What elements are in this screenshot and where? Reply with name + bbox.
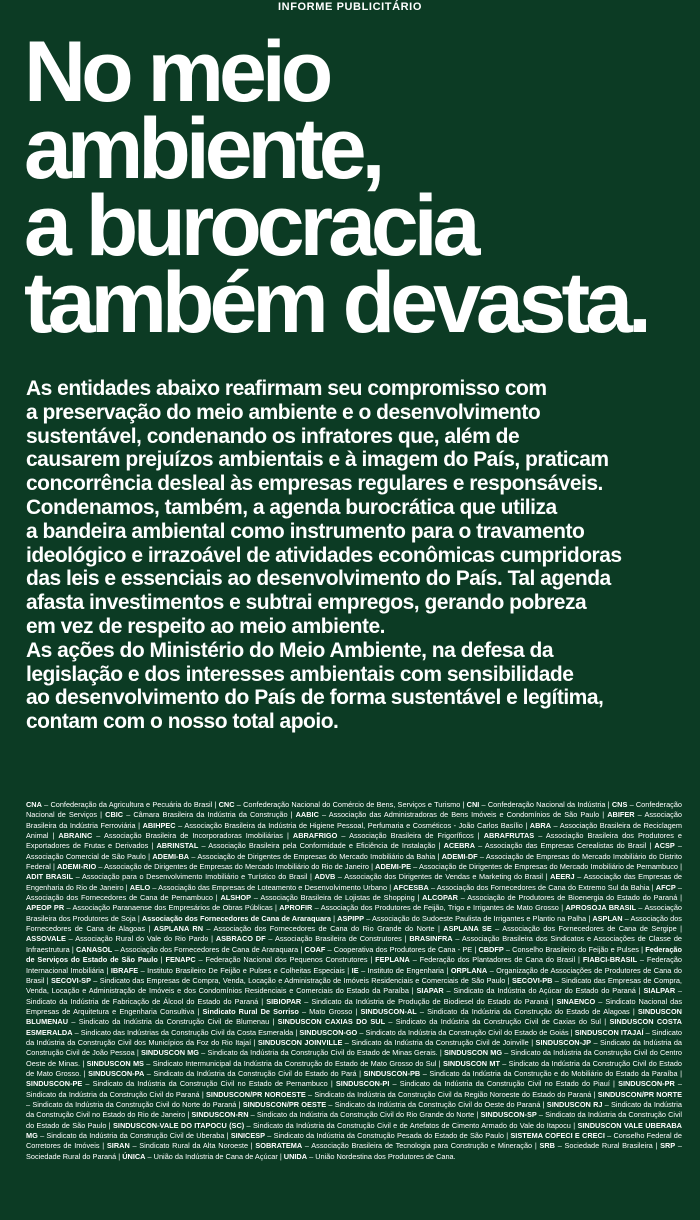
entity-full-name: Sindicato da Indústria da Construção Civil do Estado de Goiás bbox=[365, 1027, 569, 1037]
signatory-entity: SECOVI-SP – Sindicato das Empresas de Compra, Venda, Locação e Administração de Imóveis Residenciais e Comerciais de São Paulo bbox=[50, 975, 506, 985]
entity-full-name: Sindicato Rural da Alta Noroeste bbox=[139, 1141, 249, 1151]
signatory-entity: SIRAN – Sindicato Rural da Alta Noroeste bbox=[106, 1141, 249, 1151]
entity-full-name: Associação dos Dirigentes de Vendas e Marketing do Brasil bbox=[344, 872, 544, 882]
signatory-entity: IE – Instituto de Engenharia bbox=[351, 965, 444, 975]
manifesto-line: contam com o nosso total apoio. bbox=[26, 710, 339, 734]
manifesto-line: a bandeira ambiental como instrumento para o travamento bbox=[26, 519, 585, 543]
entity-abbreviation: ASPIPP bbox=[337, 913, 365, 923]
entity-abbreviation: ASBRACO DF bbox=[215, 934, 266, 944]
signatory-entity: SINDUSCON ITAJAÍ – Sindicato da Indústria da Construção Civil dos Municípios da Foz do Rio Itajaí bbox=[26, 1027, 683, 1047]
entity-abbreviation: IBRAFE bbox=[110, 965, 139, 975]
signatory-entity: Sindicato Rural De Sorriso – Mato Grosso bbox=[202, 1006, 353, 1016]
signatory-entity: SOBRATEMA – Associação Brasileira de Tecnologia para Construção e Mineração bbox=[255, 1141, 533, 1151]
signatory-entity: SECOVI-PB – Sindicato das Empresas de Compra, Venda, Locação e Administração de Imóveis e dos Condomínios Residenciais e Comerciais do Estado da Paraíba bbox=[26, 975, 682, 996]
entity-abbreviation: SIRAN bbox=[106, 1141, 130, 1151]
entity-full-name: Associação Brasileira da Indústria de Higiene Pessoal, Perfumaria e Cosméticos - João Carlos Basílio bbox=[184, 820, 523, 830]
entity-abbreviation: CNI bbox=[466, 800, 480, 809]
entity-full-name: Sociedade Rural do Paraná bbox=[26, 1151, 117, 1161]
signatory-entity: SINDUSCON COSTA ESMERALDA – Sindicato das Indústrias da Construção Civil da Costa Esmeralda bbox=[26, 1017, 682, 1037]
signatory-entity: SINICESP – Sindicato da Indústria da Construção Pesada do Estado de São Paulo bbox=[230, 1131, 505, 1140]
entity-full-name: Sindicato da Indústria da Construção Civil de Blumenau bbox=[78, 1017, 270, 1027]
manifesto-line: ao desenvolvimento do País de forma sustentável e legítima, bbox=[26, 686, 604, 710]
entity-full-name: Sindicato da Indústria de Produção de Biodiesel do Estado do Paraná bbox=[311, 996, 549, 1006]
signatory-entity: SIBIOPAR – Sindicato da Indústria de Produção de Biodiesel do Estado do Paraná bbox=[266, 996, 549, 1006]
signatory-entity: SINDUSCON-GO – Sindicato da Indústria da Construção Civil do Estado de Goiás bbox=[299, 1027, 569, 1037]
entity-full-name: Associação dos Fornecedores de Cana de Alagoas bbox=[26, 913, 682, 934]
entity-full-name: Associação das Empresas de Loteamento e Desenvolvimento Urbano bbox=[158, 882, 388, 892]
entity-full-name: Sindicato da Indústria da Construção Civil de Uberaba bbox=[46, 1131, 225, 1140]
signatory-entity: SINDUSCON RJ – Sindicato da Indústria da Construção Civil no Estado do Rio de Janeiro bbox=[26, 1099, 682, 1120]
signatory-entity: SINDUSCON-PI – Sindicato da Indústria da Construção Civil no Estado do Piauí bbox=[335, 1079, 610, 1089]
entity-full-name: Sindicato da Indústria de Fabricação de Álcool do Estado do Paraná bbox=[26, 996, 259, 1006]
entity-full-name: Associação dos Produtores de Feijão, Trigo e Irrigantes de Mato Grosso bbox=[320, 903, 559, 913]
signatory-entity: SINDUSCON MT – Sindicato da Indústria da Construção Civil do Estado de Mato Grosso. bbox=[26, 1058, 683, 1078]
entity-abbreviation: SINDUSCON/PR NOROESTE bbox=[206, 1089, 306, 1099]
signatory-entity: SINDUSCON/PR NORTE – Sindicato da Indústria da Construção Civil do Norte do Paraná bbox=[26, 1089, 682, 1109]
entity-full-name: Federação dos Plantadores de Cana do Brasil bbox=[419, 955, 576, 965]
entity-full-name: Associação Brasileira dos Produtores de Soja bbox=[26, 903, 683, 923]
signatory-entity: SINDUSCON MS – Sindicato Intermunicipal da Indústria da Construção do Estado de Mato Grosso do Sul bbox=[86, 1058, 437, 1068]
entity-abbreviation: IE bbox=[351, 965, 359, 975]
signatory-entity: ACSP – Associação Comercial de São Paulo bbox=[26, 841, 682, 861]
entity-abbreviation: SINDUSCON ITAJAÍ bbox=[574, 1027, 644, 1037]
entity-abbreviation: SINDUSCON MG bbox=[443, 1048, 503, 1058]
signatory-entity: FENAPC – Federação Nacional dos Pequenos Construtores bbox=[165, 955, 368, 965]
entity-full-name: Sindicato das Indústrias da Construção Civil da Costa Esmeralda bbox=[80, 1027, 294, 1037]
entity-full-name: Confederação Nacional da Indústria bbox=[487, 800, 606, 809]
signatory-entity: ADVB – Associação dos Dirigentes de Vendas e Marketing do Brasil bbox=[314, 872, 544, 882]
entity-full-name: Federação Nacional dos Pequenos Construtores bbox=[205, 955, 368, 965]
signatory-entity: SINDUSCON MG – Sindicato da Indústria da Construção Civil do Estado de Minas Gerais. bbox=[140, 1048, 438, 1058]
entity-full-name: Mato Grosso bbox=[309, 1006, 353, 1016]
entity-full-name: Sindicato da Indústria da Construção Civil do Estado do Pará bbox=[153, 1068, 357, 1078]
signatory-entity: CNA – Confederação da Agricultura e Pecuária do Brasil bbox=[26, 800, 213, 809]
entity-full-name: Confederação Nacional de Serviços bbox=[26, 800, 683, 820]
entity-full-name: Sindicato Nacional das Empresas de Arquitetura e Engenharia Consultiva bbox=[26, 996, 682, 1016]
entity-abbreviation: ÚNICA bbox=[122, 1151, 146, 1161]
manifesto-line: As entidades abaixo reafirmam seu compromisso com bbox=[26, 377, 547, 400]
entity-abbreviation: SECOVI-SP bbox=[50, 975, 91, 985]
signatory-entity bbox=[142, 914, 331, 923]
entity-abbreviation: ORPLANA bbox=[450, 965, 488, 975]
entity-full-name: Sindicato da Indústria da Construção Civil no Estado de Pernambuco bbox=[92, 1079, 328, 1089]
signatory-entity: ABRAFRUTAS – Associação Brasileira dos Produtores e Exportadores de Frutas e Derivados bbox=[26, 831, 682, 851]
entity-abbreviation: SINDUSCON VALE UBERABA MG bbox=[26, 1120, 682, 1140]
entity-abbreviation: SINDUSCON JOINVILLE bbox=[257, 1037, 343, 1047]
entity-abbreviation: SINDUSCON-VALE DO ITAPOCU (SC) bbox=[113, 1120, 245, 1130]
entity-full-name: Cooperativa dos Produtores de Cana - PE bbox=[333, 944, 473, 954]
signatory-entity: ABRINSTAL – Associação Brasileira pela Conformidade e Eficiência de Instalação bbox=[156, 841, 436, 851]
entity-full-name: Sindicato da Indústria da Construção Civil de Joinville bbox=[351, 1037, 529, 1047]
signatory-entity: ABRAINC – Associação Brasileira de Incorporadoras Imobiliárias bbox=[58, 831, 283, 841]
signatory-entity: SINDUSCON-PE – Sindicato da Indústria da Construção Civil no Estado de Pernambuco bbox=[26, 1079, 328, 1089]
entity-abbreviation: SINDUSCON RJ bbox=[546, 1099, 603, 1109]
entity-abbreviation: UNIDA bbox=[283, 1151, 308, 1161]
signatory-entity: UNIDA – União Nordestina dos Produtores de Cana. bbox=[283, 1151, 456, 1161]
signatory-entity: FEPLANA – Federação dos Plantadores de Cana do Brasil bbox=[375, 955, 576, 965]
entity-abbreviation: FEPLANA bbox=[375, 955, 410, 965]
signatory-entity: APROFIR – Associação dos Produtores de Feijão, Trigo e Irrigantes de Mato Grosso bbox=[279, 903, 559, 913]
signatory-entity: ÚNICA – União da Indústria de Cana de Açúcar bbox=[122, 1151, 278, 1161]
manifesto-line: concorrência desleal às empresas regulares e responsáveis. bbox=[26, 472, 603, 496]
signatory-entity: AFCP – Associação dos Fornecedores de Cana de Pernambuco bbox=[26, 882, 682, 903]
entity-abbreviation: ABIHPEC bbox=[142, 820, 176, 830]
entity-abbreviation: ADVB bbox=[314, 872, 336, 882]
signatory-entity: ABIHPEC – Associação Brasileira da Indústria de Higiene Pessoal, Perfumaria e Cosméticos - João Carlos Basílio bbox=[142, 820, 523, 830]
signatory-entity: AELO – Associação das Empresas de Loteamento e Desenvolvimento Urbano bbox=[129, 882, 388, 892]
entity-full-name: União da Indústria de Cana de Açúcar bbox=[153, 1151, 278, 1161]
entity-abbreviation: Sindicato Rural De Sorriso bbox=[202, 1006, 299, 1016]
entity-abbreviation: SINDUSCON-PE bbox=[26, 1079, 83, 1089]
entity-full-name: Sindicato das Empresas de Compra, Venda, Locação e Administração de Imóveis Residenciais e Comerciais de São Paulo bbox=[99, 975, 506, 985]
entity-abbreviation: SOBRATEMA bbox=[255, 1141, 303, 1151]
entity-full-name: Associação Brasileira dos Sindicatos e Associações de Classe de Infraestrutura bbox=[26, 934, 683, 954]
entity-abbreviation: SRP bbox=[660, 1141, 676, 1151]
entity-full-name: Instituto de Engenharia bbox=[367, 965, 444, 975]
entity-full-name: Conselho Brasileiro do Feijão e Pulses bbox=[512, 944, 639, 954]
entity-abbreviation: SIALPAR bbox=[643, 986, 676, 996]
entity-full-name: Associação Brasileira da Indústria Ferroviária bbox=[26, 810, 682, 830]
signatory-entity: ALCOPAR – Associação de Produtores de Bioenergia do Estado do Paraná bbox=[422, 893, 678, 903]
entity-abbreviation: BRASINFRA bbox=[409, 934, 453, 944]
manifesto-line: As ações do Ministério do Meio Ambiente, na defesa da bbox=[26, 638, 554, 662]
entity-full-name: Sindicato da Indústria da Construção Civil dos Municípios da Foz do Rio Itajaí bbox=[26, 1027, 683, 1047]
entity-full-name: Associação de Dirigentes de Empresas do Mercado Imobiliário da Bahia bbox=[197, 851, 436, 861]
headline bbox=[24, 24, 684, 351]
signatory-entity: COAF – Cooperativa dos Produtores de Cana - PE bbox=[304, 944, 473, 954]
manifesto-text bbox=[26, 377, 686, 734]
signatory-entity: SINDUSCON-PR – Sindicato da Indústria da Construção Civil do Paraná bbox=[26, 1079, 682, 1099]
signatory-entity: ASPIPP – Associação do Sudoeste Paulista de Irrigantes e Plantio na Palha bbox=[337, 913, 587, 923]
entity-full-name: Sindicato da Indústria da Construção Civil e de Artefatos de Cimento Armado do Vale do Itapocu bbox=[252, 1120, 571, 1130]
entity-full-name: Sindicato da Indústria da Construção Civil da Região Noroeste do Estado do Paraná bbox=[314, 1089, 592, 1099]
signatory-entity: ADEMI-BA – Associação de Dirigentes de Empresas do Mercado Imobiliário da Bahia bbox=[152, 851, 436, 861]
entity-abbreviation: CBIC bbox=[105, 810, 124, 820]
entity-full-name: Associação Rural do Vale do Rio Pardo bbox=[75, 934, 209, 944]
entity-abbreviation: SIAPAR bbox=[416, 986, 444, 996]
entity-full-name: Associação Brasileira de Tecnologia para Construção e Mineração bbox=[311, 1141, 533, 1151]
entity-abbreviation: SINDUSCON CAXIAS DO SUL bbox=[277, 1017, 386, 1027]
manifesto-line: causarem prejuízos ambientais e à imagem do País, praticam bbox=[26, 448, 609, 472]
signatory-entity: SINDUSCON-JP – Sindicato da Indústria da Construção Civil de João Pessoa bbox=[26, 1037, 683, 1058]
headline-line: a burocracia bbox=[24, 178, 476, 274]
signatory-entity: SRP – Sociedade Rural do Paraná bbox=[26, 1141, 682, 1161]
entity-abbreviation: SRB bbox=[539, 1141, 555, 1151]
entity-full-name: Federação Internacional Imobiliária bbox=[26, 955, 682, 975]
manifesto-line: ideológico e irrazoável de atividades econômicas cumpridoras bbox=[26, 543, 622, 567]
entity-full-name: Associação de Produtores de Bioenergia do Estado do Paraná bbox=[467, 893, 678, 903]
manifesto-line: a preservação do meio ambiente e o desenvolvimento bbox=[26, 400, 541, 424]
entity-full-name: Associação dos Fornecedores de Cana de Pernambuco bbox=[26, 893, 213, 903]
entity-full-name: Confederação da Agricultura e Pecuária do Brasil bbox=[50, 800, 213, 809]
signatory-entity: SINDUSCON MG – Sindicato da Indústria da Construção Civil do Centro Oeste de Minas. bbox=[26, 1048, 682, 1068]
entity-full-name: Sindicato das Empresas de Compra, Venda, Locação e Administração de Imóveis e dos Condomínios Residenciais e Comerciais do Estado da Paraíba bbox=[26, 975, 682, 996]
entity-full-name: Associação Brasileira de Construtores bbox=[274, 934, 402, 944]
entity-abbreviation: ASPLANA SE bbox=[443, 924, 492, 934]
entity-full-name: Associação das Empresas de Engenharia do Rio de Janeiro bbox=[26, 872, 683, 892]
entity-abbreviation: ALCOPAR bbox=[422, 893, 458, 903]
signatory-entity: SINDUSCON VALE UBERABA MG – Sindicato da Indústria da Construção Civil de Uberaba bbox=[26, 1120, 682, 1140]
headline-line: ambiente, bbox=[24, 101, 381, 197]
manifesto-line: legislação e dos interesses ambientais com sensibilidade bbox=[26, 662, 574, 686]
signatory-entity: SINDUSCON-PB – Sindicato da Indústria da Construção e do Mobiliário do Estado da Paraíba bbox=[363, 1068, 678, 1078]
entity-abbreviation: ADEMI-PE bbox=[375, 862, 412, 872]
entity-full-name: Associação Brasileira de Lojistas de Shopping bbox=[260, 893, 415, 903]
headline-line: também devasta. bbox=[24, 255, 647, 351]
entity-abbreviation: ABRA bbox=[529, 820, 551, 830]
entity-full-name: Associação Comercial de São Paulo bbox=[26, 851, 146, 861]
signatory-entity: ADEMI-RIO – Associação de Dirigentes de Empresas do Mercado Imobiliário do Rio de Janeiro bbox=[57, 862, 369, 872]
entity-abbreviation: ACSP bbox=[654, 841, 675, 851]
entity-abbreviation: SINDUSCON MS bbox=[86, 1058, 144, 1068]
entity-abbreviation: AELO bbox=[129, 882, 151, 892]
manifesto-line: afasta investimentos e subtrai empregos, gerando pobreza bbox=[26, 591, 587, 615]
entity-abbreviation: FENAPC bbox=[165, 955, 196, 965]
entity-abbreviation: Associação dos Fornecedores de Cana de Araraquara bbox=[141, 913, 331, 923]
entity-full-name: Sindicato da Indústria da Construção Civil do Paraná bbox=[26, 1089, 200, 1099]
entity-full-name: Confederação Nacional do Comércio de Bens, Serviços e Turismo bbox=[243, 800, 461, 809]
entity-abbreviation: SINDUSCON BLUMENAU bbox=[26, 1006, 682, 1027]
entity-full-name: Associação de Dirigentes de Empresas do Mercado Imobiliário do Rio de Janeiro bbox=[104, 862, 369, 872]
entity-abbreviation: FIABCI-BRASIL bbox=[582, 955, 638, 965]
signatory-entity: CNS – Confederação Nacional de Serviços bbox=[26, 800, 683, 820]
entity-full-name: Sindicato da Indústria da Construção e do Mobiliário do Estado da Paraíba bbox=[429, 1068, 678, 1078]
entity-full-name: Sindicato da Indústria da Construção Civil no Estado do Piauí bbox=[399, 1079, 610, 1089]
entity-abbreviation: ADEMI-DF bbox=[441, 851, 478, 861]
entity-abbreviation: SINDUSCON/PR OESTE bbox=[242, 1099, 327, 1109]
entity-full-name: Associação Brasileira dos Produtores e Exportadores de Frutas e Derivados bbox=[26, 831, 682, 851]
entity-abbreviation: SINDUSCON/PR NORTE bbox=[597, 1089, 682, 1099]
entity-full-name: Sindicato da Indústria da Construção Pesada do Estado de São Paulo bbox=[273, 1131, 505, 1140]
entity-abbreviation: CBDFP bbox=[478, 944, 504, 954]
entity-abbreviation: SINDUSCON-PR bbox=[618, 1079, 675, 1089]
signatory-entity: SINDUSCON-RN – Sindicato da Indústria da Construção Civil do Rio Grande do Norte bbox=[191, 1110, 475, 1120]
entity-abbreviation: ASPLAN bbox=[592, 913, 623, 923]
entity-abbreviation: APROSOJA BRASIL bbox=[565, 903, 637, 913]
signatory-entity: ORPLANA – Organização de Associações de Produtores de Cana do Brasil bbox=[26, 965, 682, 985]
entity-abbreviation: SINDUSCON-AL bbox=[360, 1006, 417, 1016]
entity-full-name: Conselho Federal de Corretores de Imóveis bbox=[26, 1131, 682, 1151]
signatory-entity: SINDUSCON JOINVILLE – Sindicato da Indústria da Construção Civil de Joinville bbox=[257, 1037, 529, 1047]
signatory-entity: ASPLANA RN – Associação dos Fornecedores de Cana do Rio Grande do Norte bbox=[153, 924, 435, 934]
entity-full-name: Associação dos Fornecedores de Cana de Araraquara bbox=[120, 944, 299, 954]
signatory-entity: FIABCI-BRASIL – Federação Internacional Imobiliária bbox=[26, 955, 682, 975]
entity-abbreviation: AABIC bbox=[295, 810, 319, 820]
entity-full-name: Associação de Empresas do Mercado Imobiliário do Distrito Federal bbox=[26, 851, 682, 872]
signatory-entity: SINAENCO – Sindicato Nacional das Empresas de Arquitetura e Engenharia Consultiva bbox=[26, 996, 682, 1016]
entity-full-name: Sindicato da Indústria da Construção Civil do Estado de Mato Grosso. bbox=[26, 1058, 683, 1078]
entity-abbreviation: SISTEMA COFECI E CRECI bbox=[510, 1131, 605, 1140]
entity-abbreviation: ABRINSTAL bbox=[156, 841, 199, 851]
signatory-entity: ABRA – Associação Brasileira de Reciclagem Animal bbox=[26, 820, 682, 841]
entity-full-name: Associação Brasileira de Incorporadoras Imobiliárias bbox=[104, 831, 283, 841]
entity-full-name: Sindicato da Indústria da Construção Civil do Norte do Paraná bbox=[32, 1099, 237, 1109]
entity-full-name: Sindicato da Indústria da Construção Civil do Rio Grande do Norte bbox=[256, 1110, 475, 1120]
entity-full-name: Sindicato da Indústria da Construção Civil de Caxias do Sul bbox=[395, 1017, 601, 1027]
advertorial-label: INFORME PUBLICITÁRIO bbox=[278, 1, 422, 13]
entity-abbreviation: SINDUSCON-PI bbox=[335, 1079, 390, 1089]
entity-full-name: Associação dos Fornecedores de Cana do Rio Grande do Norte bbox=[213, 924, 435, 934]
signatory-entity: AEERJ – Associação das Empresas de Engenharia do Rio de Janeiro bbox=[26, 872, 683, 892]
entity-abbreviation: SINDUSCON-SP bbox=[480, 1110, 537, 1120]
entity-abbreviation: SINDUSCON COSTA ESMERALDA bbox=[26, 1017, 682, 1037]
entity-abbreviation: APEOP PR bbox=[26, 903, 65, 913]
signatory-entity: SINDUSCON-SP – Sindicato da Indústria da Construção Civil do Estado de São Paulo bbox=[26, 1110, 683, 1130]
entity-abbreviation: ADEMI-BA bbox=[152, 851, 190, 861]
entity-full-name: Associação Paranaense dos Empresários de Obras Públicas bbox=[72, 903, 273, 913]
signatory-entity: SINDUSCON CAXIAS DO SUL – Sindicato da Indústria da Construção Civil de Caxias do Sul bbox=[277, 1017, 601, 1027]
signatory-entities-list: CNA – Confederação da Agricultura e Pecuária do Brasil | CNC – Confederação Nacional do Comércio de Bens, Serviços e Turismo | CNI – Confederação Nacional da Indústria | CNS – Confederação Nacional de Serviços | CBIC – Câmara Brasileira da Indústria da Construção | AABIC – Associação das Administradoras de Bens Imóveis e Condomínios de São Paulo | ABIFER – Associação Brasileira da Indústria Ferroviária | ABIHPEC – Associação Brasileira da Indústria de Higiene Pessoal, Perfumaria e Cosméticos - João Carlos Basílio | ABRA – Associação Brasileira de Reciclagem Animal | ABRAINC – Associação Brasileira de Incorporadoras Imobiliárias | ABRAFRIGO – Associação Brasileira de Frigoríficos | ABRAFRUTAS – Associação Brasileira dos Produtores e Exportadores de Frutas e Derivados | ABRINSTAL – Associação Brasileira pela Conformidade e Eficiência de Instalação | ACEBRA – Associação das Empresas Cerealistas do Brasil | ACSP – Associação Comercial de São Paulo | ADEMI-BA – Associação de Dirigentes de Empresas do Mercado Imobiliário da Bahia | ADEMI-DF – Associação de Empresas do Mercado Imobiliário do Distrito Federal | ADEMI-RIO – Associação de Dirigentes de Empresas do Mercado Imobiliário do Rio de Janeiro | ADEMI-PE – Associação de Dirigentes de Empresas do Mercado Imobiliário de Pernambuco | ADIT BRASIL – Associação para o Desenvolvimento Imobiliário e Turístico do Brasil | ADVB – Associação dos Dirigentes de Vendas e Marketing do Brasil | AEERJ – Associação das Empresas de Engenharia do Rio de Janeiro | AELO – Associação das Empresas de Loteamento e Desenvolvimento Urbano | AFCESBA – Associação dos Fornecedores de Cana do Extremo Sul da Bahia | AFCP – Associação dos Fornecedores de Cana de Pernambuco | ALSHOP – Associação Brasileira de Lojistas de Shopping | ALCOPAR – Associação de Produtores de Bioenergia do Estado do Paraná | APEOP PR – Associação Paranaense dos Empresários de Obras Públicas | APROFIR – Associação dos Produtores de Feijão, Trigo e Irrigantes de Mato Grosso | APROSOJA BRASIL – Associação Brasileira dos Produtores de Soja | Associação dos Fornecedores de Cana de Araraquara | ASPIPP – Associação do Sudoeste Paulista de Irrigantes e Plantio na Palha | ASPLAN – Associação dos Fornecedores de Cana de Alagoas | ASPLANA RN – Associação dos Fornecedores de Cana do Rio Grande do Norte | ASPLANA SE – Associação dos Fornecedores de Cana de Sergipe | ASSOVALE – Associação Rural do Vale do Rio Pardo | ASBRACO DF – Associação Brasileira de Construtores | BRASINFRA – Associação Brasileira dos Sindicatos e Associações de Classe de Infraestrutura | CANASOL – Associação dos Fornecedores de Cana de Araraquara | COAF – Cooperativa dos Produtores de Cana - PE | CBDFP – Conselho Brasileiro do Feijão e Pulses | Federação de Serviços do Estado de São Paulo | FENAPC – Federação Nacional dos Pequenos Construtores | FEPLANA – Federação dos Plantadores de Cana do Brasil | FIABCI-BRASIL – Federação Internacional Imobiliária | IBRAFE – Instituto Brasileiro De Feijão e Pulses e Colheitas Especiais | IE – Instituto de Engenharia | ORPLANA – Organização de Associações de Produtores de Cana do Brasil | SECOVI-SP – Sindicato das Empresas de Compra, Venda, Locação e Administração de Imóveis Residenciais e Comerciais de São Paulo | SECOVI-PB – Sindicato das Empresas de Compra, Venda, Locação e Administração de Imóveis e dos Condomínios Residenciais e Comerciais do Estado da Paraíba | SIAPAR – Sindicato da Indústria do Açúcar do Estado do Paraná | SIALPAR – Sindicato da Indústria de Fabricação de Álcool do Estado do Paraná | SIBIOPAR – Sindicato da Indústria de Produção de Biodiesel do Estado do Paraná | SINAENCO – Sindicato Nacional das Empresas de Arquitetura e Engenharia Consultiva | Sindicato Rural De Sorriso – Mato Grosso | SINDUSCON-AL – Sindicato da Indústria da Construção do Estado de Alagoas | SINDUSCON BLUMENAU – Sindicato da Indústria da Construção Civil de Blumenau | SINDUSCON CAXIAS DO SUL – Sindicato da Indústria da Construção Civil de Caxias do Sul | SINDUSCON COSTA ESMERALDA – Sindicato das Indústrias da Construção Civil da Costa Esmeralda | SINDUSCON-GO – Sindicato da Indústria da Construção Civil do Estado de Goiás | SINDUSCON ITAJAÍ – Sindicato da Indústria da Construção Civil dos Municípios da Foz do Rio Itajaí | SINDUSCON JOINVILLE – Sindicato da Indústria da Construção Civil de Joinville | SINDUSCON-JP – Sindicato da Indústria da Construção Civil de João Pessoa | SINDUSCON MG – Sindicato da Indústria da Construção Civil do Estado de Minas Gerais. | SINDUSCON MG – Sindicato da Indústria da Construção Civil do Centro Oeste de Minas. | SINDUSCON MS – Sindicato Intermunicipal da Indústria da Construção do Estado de Mato Grosso do Sul | SINDUSCON MT – Sindicato da Indústria da Construção Civil do Estado de Mato Grosso. | SINDUSCON-PA – Sindicato da Indústria da Construção Civil do Estado do Pará | SINDUSCON-PB – Sindicato da Indústria da Construção e do Mobiliário do Estado da Paraíba | SINDUSCON-PE – Sindicato da Indústria da Construção Civil no Estado de Pernambuco | SINDUSCON-PI – Sindicato da Indústria da Construção Civil no Estado do Piauí | SINDUSCON-PR – Sindicato da Indústria da Construção Civil do Paraná | SINDUSCON/PR NOROESTE – Sindicato da Indústria da Construção Civil da Região Noroeste do Estado do Paraná | SINDUSCON/PR NORTE – Sindicato da Indústria da Construção Civil do Norte do Paraná | SINDUSCON/PR OESTE – Sindicato da Indústria da Construção Civil do Oeste do Paraná | SINDUSCON RJ – Sindicato da Indústria da Construção Civil no Estado do Rio de Janeiro | SINDUSCON-RN – Sindicato da Indústria da Construção Civil do Rio Grande do Norte | SINDUSCON-SP – Sindicato da Indústria da Construção Civil do Estado de São Paulo | SINDUSCON-VALE DO ITAPOCU (SC) – Sindicato da Indústria da Construção Civil e de Artefatos de Cimento Armado do Vale do Itapocu | SINDUSCON VALE UBERABA MG – Sindicato da Indústria da Construção Civil de Uberaba | SINICESP – Sindicato da Indústria da Construção Pesada do Estado de São Paulo | SISTEMA COFECI E CRECI – Conselho Federal de Corretores de Imóveis | SIRAN – Sindicato Rural da Alta Noroeste | SOBRATEMA – Associação Brasileira de Tecnologia para Construção e Mineração | SRB – Sociedade Rural Brasileira | SRP – Sociedade Rural do Paraná | ÚNICA – União da Indústria de Cana de Açúcar | UNIDA – União Nordestina dos Produtores de Cana. bbox=[26, 800, 683, 1161]
signatory-entity: APEOP PR – Associação Paranaense dos Empresários de Obras Públicas bbox=[26, 903, 273, 913]
manifesto-line: sustentável, condenando os infratores que, além de bbox=[26, 424, 520, 448]
entity-abbreviation: SINDUSCON-PB bbox=[363, 1068, 421, 1078]
entity-abbreviation: AEERJ bbox=[550, 872, 575, 882]
entity-abbreviation: CANASOL bbox=[75, 944, 113, 954]
signatory-entity: SRB – Sociedade Rural Brasileira bbox=[539, 1141, 653, 1151]
manifesto-line: em vez de respeito ao meio ambiente. bbox=[26, 614, 385, 638]
entity-full-name: Associação Brasileira de Reciclagem Animal bbox=[26, 820, 682, 841]
entity-abbreviation: ALSHOP bbox=[220, 893, 252, 903]
signatory-entity: AFCESBA – Associação dos Fornecedores de Cana do Extremo Sul da Bahia bbox=[393, 882, 650, 892]
entity-abbreviation: SINDUSCON-GO bbox=[299, 1027, 358, 1037]
entity-abbreviation: CNC bbox=[218, 800, 235, 809]
signatory-entity: SINDUSCON-AL – Sindicato da Indústria da Construção do Estado de Alagoas bbox=[360, 1006, 630, 1016]
signatory-entity: ABRAFRIGO – Associação Brasileira de Frigoríficos bbox=[292, 831, 474, 841]
entity-full-name: Câmara Brasileira da Indústria da Construção bbox=[133, 810, 288, 820]
entity-abbreviation: SINDUSCON-JP bbox=[535, 1037, 592, 1047]
signatory-entity: CBIC – Câmara Brasileira da Indústria da Construção bbox=[105, 810, 288, 820]
signatory-entity: IBRAFE – Instituto Brasileiro De Feijão e Pulses e Colheitas Especiais bbox=[110, 965, 345, 975]
signatory-entity: SINDUSCON/PR OESTE – Sindicato da Indústria da Construção Civil do Oeste do Paraná bbox=[242, 1099, 541, 1109]
entity-abbreviation: COAF bbox=[304, 944, 326, 954]
entity-full-name: Associação das Empresas Cerealistas do Brasil bbox=[484, 841, 647, 851]
entity-abbreviation: AFCESBA bbox=[393, 882, 429, 892]
entity-abbreviation: APROFIR bbox=[279, 903, 313, 913]
entity-full-name: Associação do Sudoeste Paulista de Irrigantes e Plantio na Palha bbox=[372, 913, 587, 923]
signatory-entity: ADEMI-PE – Associação de Dirigentes de Empresas do Mercado Imobiliário de Pernambuco bbox=[375, 862, 678, 872]
signatory-entity: ALSHOP – Associação Brasileira de Lojistas de Shopping bbox=[220, 893, 415, 903]
signatory-entity: AABIC – Associação das Administradoras de Bens Imóveis e Condomínios de São Paulo bbox=[295, 810, 600, 820]
entity-abbreviation: CNA bbox=[26, 800, 42, 809]
entity-full-name: Sociedade Rural Brasileira bbox=[564, 1141, 653, 1151]
entity-abbreviation: SINAENCO bbox=[556, 996, 596, 1006]
signatory-entity: ASPLAN – Associação dos Fornecedores de Cana de Alagoas bbox=[26, 913, 682, 934]
manifesto-line: Condenamos, também, a agenda burocrática que utiliza bbox=[26, 495, 557, 519]
entity-full-name: Associação de Dirigentes de Empresas do Mercado Imobiliário de Pernambuco bbox=[418, 862, 678, 872]
signatory-entity: SISTEMA COFECI E CRECI – Conselho Federal de Corretores de Imóveis bbox=[26, 1131, 682, 1151]
entity-abbreviation: AFCP bbox=[655, 882, 676, 892]
entity-full-name: Sindicato da Indústria da Construção Civil do Centro Oeste de Minas. bbox=[26, 1048, 682, 1068]
signatory-entity: BRASINFRA – Associação Brasileira dos Sindicatos e Associações de Classe de Infraestrutura bbox=[26, 934, 683, 954]
signatory-entity: ASPLANA SE – Associação dos Fornecedores de Cana de Sergipe bbox=[443, 924, 677, 934]
entity-abbreviation: ADEMI-RIO bbox=[57, 862, 97, 872]
entity-full-name: Associação Brasileira pela Conformidade e Eficiência de Instalação bbox=[208, 841, 436, 851]
entity-full-name: Sindicato da Indústria do Açúcar do Estado do Paraná bbox=[453, 986, 636, 996]
entity-abbreviation: ADIT BRASIL bbox=[26, 872, 74, 882]
signatory-entity: ASBRACO DF – Associação Brasileira de Construtores bbox=[215, 934, 402, 944]
entity-abbreviation: SINDUSCON MT bbox=[442, 1058, 500, 1068]
manifesto-line: das leis e essenciais ao desenvolvimento do País. Tal agenda bbox=[26, 567, 611, 591]
entity-full-name: Sindicato da Indústria da Construção Civil de João Pessoa bbox=[26, 1037, 683, 1058]
signatory-entity: SIALPAR – Sindicato da Indústria de Fabricação de Álcool do Estado do Paraná bbox=[26, 986, 683, 1006]
signatory-entity: SINDUSCON-VALE DO ITAPOCU (SC) – Sindicato da Indústria da Construção Civil e de Artefatos de Cimento Armado do Vale do Itapocu bbox=[113, 1120, 571, 1130]
entity-full-name: Associação dos Fornecedores de Cana de Sergipe bbox=[502, 924, 677, 934]
signatory-entity: CNC – Confederação Nacional do Comércio de Bens, Serviços e Turismo bbox=[218, 800, 461, 809]
entity-full-name: Sindicato da Indústria da Construção do Estado de Alagoas bbox=[427, 1006, 630, 1016]
signatory-entity: ACEBRA – Associação das Empresas Cerealistas do Brasil bbox=[443, 841, 647, 851]
entity-full-name: Organização de Associações de Produtores de Cana do Brasil bbox=[26, 965, 682, 985]
entity-abbreviation: SINDUSCON-PA bbox=[88, 1068, 145, 1078]
entity-abbreviation: ABRAINC bbox=[58, 831, 93, 841]
entity-abbreviation: Federação de Serviços do Estado de São Paulo bbox=[26, 944, 682, 965]
entity-full-name: Sindicato da Indústria da Construção Civil no Estado do Rio de Janeiro bbox=[26, 1099, 682, 1120]
entity-abbreviation: ABRAFRIGO bbox=[292, 831, 338, 841]
entity-full-name: Instituto Brasileiro De Feijão e Pulses e Colheitas Especiais bbox=[147, 965, 345, 975]
entity-full-name: Sindicato Intermunicipal da Indústria da Construção do Estado de Mato Grosso do Sul bbox=[152, 1058, 437, 1068]
entity-full-name: Sindicato da Indústria da Construção Civil do Estado de São Paulo bbox=[26, 1110, 683, 1130]
signatory-entity: CANASOL – Associação dos Fornecedores de Cana de Araraquara bbox=[75, 944, 299, 954]
entity-full-name: Sindicato da Indústria da Construção Civil do Estado de Minas Gerais. bbox=[207, 1048, 438, 1058]
entity-abbreviation: SINDUSCON-RN bbox=[191, 1110, 249, 1120]
entity-full-name: União Nordestina dos Produtores de Cana. bbox=[315, 1151, 456, 1161]
signatory-entity: SINDUSCON/PR NOROESTE – Sindicato da Indústria da Construção Civil da Região Noroeste do Estado do Paraná bbox=[206, 1089, 592, 1099]
entity-full-name: Associação das Administradoras de Bens Imóveis e Condomínios de São Paulo bbox=[328, 810, 600, 820]
entity-abbreviation: CNS bbox=[611, 800, 628, 809]
entity-abbreviation: ACEBRA bbox=[443, 841, 475, 851]
entity-abbreviation: ASPLANA RN bbox=[153, 924, 204, 934]
entity-abbreviation: SINICESP bbox=[230, 1131, 266, 1140]
signatory-entity: CBDFP – Conselho Brasileiro do Feijão e Pulses bbox=[478, 944, 639, 954]
signatory-entity: ASSOVALE – Associação Rural do Vale do Rio Pardo bbox=[26, 934, 209, 944]
signatory-entity: ABIFER – Associação Brasileira da Indústria Ferroviária bbox=[26, 810, 682, 830]
entity-full-name: Associação Brasileira de Frigoríficos bbox=[349, 831, 474, 841]
signatory-entity: ADEMI-DF – Associação de Empresas do Mercado Imobiliário do Distrito Federal bbox=[26, 851, 682, 872]
signatory-entity: SINDUSCON BLUMENAU – Sindicato da Indústria da Construção Civil de Blumenau bbox=[26, 1006, 682, 1027]
entity-full-name: Sindicato da Indústria da Construção Civil do Oeste do Paraná bbox=[334, 1099, 541, 1109]
signatory-entity: SINDUSCON-PA – Sindicato da Indústria da Construção Civil do Estado do Pará bbox=[88, 1068, 357, 1078]
entity-abbreviation: SINDUSCON MG bbox=[140, 1048, 200, 1058]
signatory-entity: APROSOJA BRASIL – Associação Brasileira dos Produtores de Soja bbox=[26, 903, 683, 923]
entity-abbreviation: ABIFER bbox=[607, 810, 635, 820]
entity-abbreviation: SIBIOPAR bbox=[266, 996, 302, 1006]
entity-abbreviation: ASSOVALE bbox=[26, 934, 66, 944]
entity-full-name: Associação para o Desenvolvimento Imobiliário e Turístico do Brasil bbox=[81, 872, 308, 882]
entity-full-name: Associação dos Fornecedores de Cana do Extremo Sul da Bahia bbox=[436, 882, 650, 892]
headline-line: No meio bbox=[24, 24, 329, 120]
signatory-entity: CNI – Confederação Nacional da Indústria bbox=[466, 800, 606, 809]
entity-abbreviation: ABRAFRUTAS bbox=[483, 831, 535, 841]
entity-abbreviation: SECOVI-PB bbox=[512, 975, 553, 985]
signatory-entity: ADIT BRASIL – Associação para o Desenvolvimento Imobiliário e Turístico do Brasil bbox=[26, 872, 308, 882]
signatory-entity: SIAPAR – Sindicato da Indústria do Açúcar do Estado do Paraná bbox=[416, 986, 636, 996]
